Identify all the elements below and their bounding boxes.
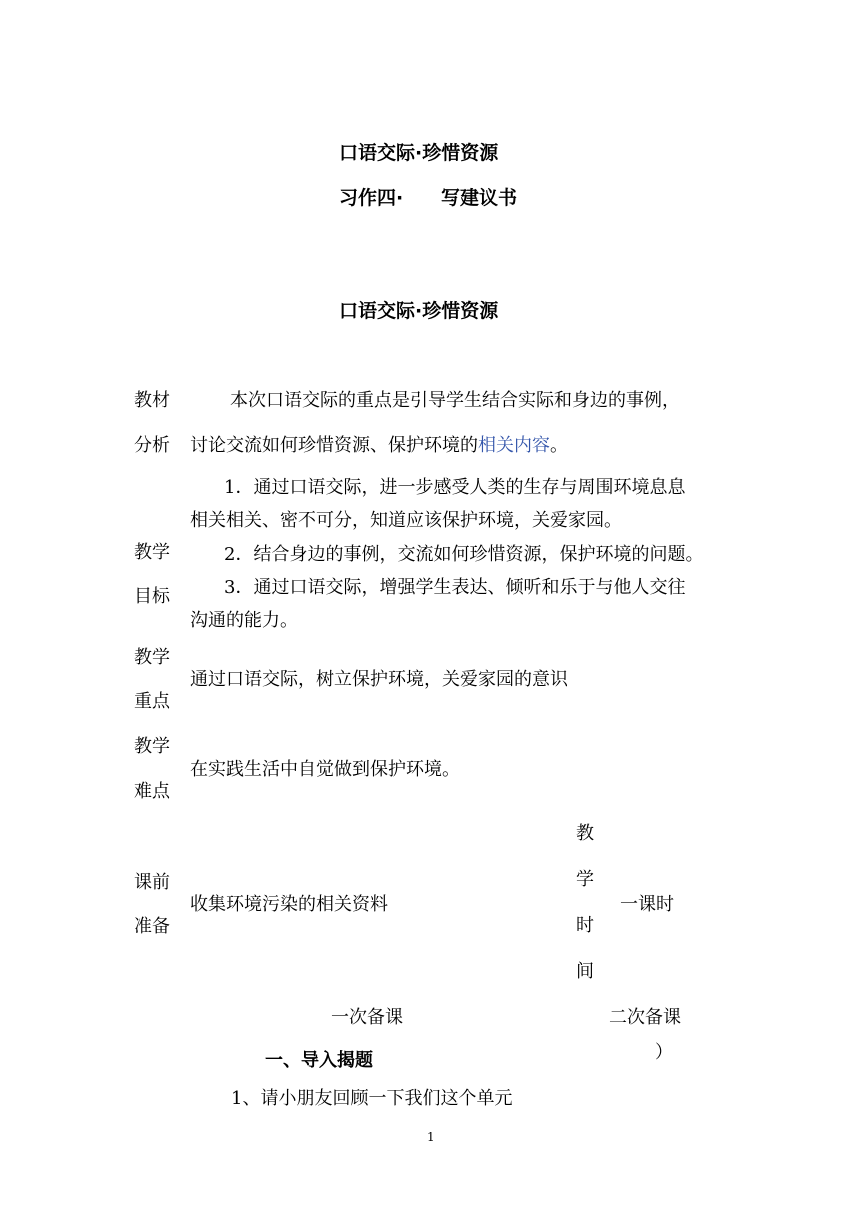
document-title: 口语交际·珍惜资源 — [339, 142, 499, 164]
preparation-text: 收集环境污染的相关资料 — [190, 894, 388, 915]
key-point-text: 通过口语交际，树立保护环境，关爱家园的意识 — [190, 669, 568, 690]
lesson-heading: 一、导入揭题 — [265, 1050, 373, 1071]
teaching-time-label — [576, 811, 594, 995]
difficulty-text: 在实践生活中自觉做到保护环境。 — [190, 759, 460, 780]
key-point-label-2: 重点 — [134, 691, 170, 712]
second-prep-paren: ） — [655, 1042, 673, 1063]
goals-label-2: 目标 — [134, 586, 170, 607]
difficulty-label-2: 难点 — [134, 781, 170, 802]
analysis-text-line2 — [190, 431, 568, 457]
key-point-label-1: 教学 — [134, 647, 170, 668]
document-subtitle-part1: 习作四· — [339, 187, 404, 209]
goal-item-2: 2．结合身边的事例，交流如何珍惜资源，保护环境的问题。 — [224, 544, 704, 565]
goal-item-3-line1: 3．通过口语交际，增强学生表达、倾听和乐于与他人交往 — [224, 577, 686, 598]
first-prep-heading: 一次备课 — [331, 1007, 403, 1028]
document-subtitle-part2: 写建议书 — [441, 187, 518, 209]
teaching-time-char-1: 教 — [576, 823, 594, 844]
page-number: 1 — [427, 1130, 435, 1144]
goal-item-3-line2: 沟通的能力。 — [190, 610, 298, 631]
goal-item-1-line2: 相关相关、密不可分，知道应该保护环境，关爱家园。 — [190, 510, 622, 531]
teaching-time-char-2: 学 — [576, 869, 594, 890]
goals-label-1: 教学 — [134, 542, 170, 563]
preparation-label-1: 课前 — [134, 872, 170, 893]
analysis-label-2: 分析 — [134, 435, 170, 456]
difficulty-label-1: 教学 — [134, 736, 170, 757]
analysis-text-suffix: 。 — [550, 435, 568, 456]
teaching-time-value: 一课时 — [620, 894, 674, 915]
related-content-link[interactable]: 相关内容 — [478, 435, 550, 456]
lesson-step-1: 1、请小朋友回顾一下我们这个单元 — [231, 1088, 513, 1109]
section-title: 口语交际·珍惜资源 — [339, 300, 499, 322]
second-prep-heading: 二次备课 — [609, 1007, 681, 1028]
analysis-label-1: 教材 — [134, 390, 170, 411]
goal-item-1-line1: 1．通过口语交际，进一步感受人类的生存与周围环境息息 — [224, 477, 686, 498]
analysis-text-line1: 本次口语交际的重点是引导学生结合实际和身边的事例， — [230, 390, 680, 411]
teaching-time-char-4: 间 — [576, 961, 594, 982]
analysis-text-prefix: 讨论交流如何珍惜资源、保护环境的 — [190, 435, 478, 456]
preparation-label-2: 准备 — [134, 916, 170, 937]
teaching-time-char-3: 时 — [576, 915, 594, 936]
